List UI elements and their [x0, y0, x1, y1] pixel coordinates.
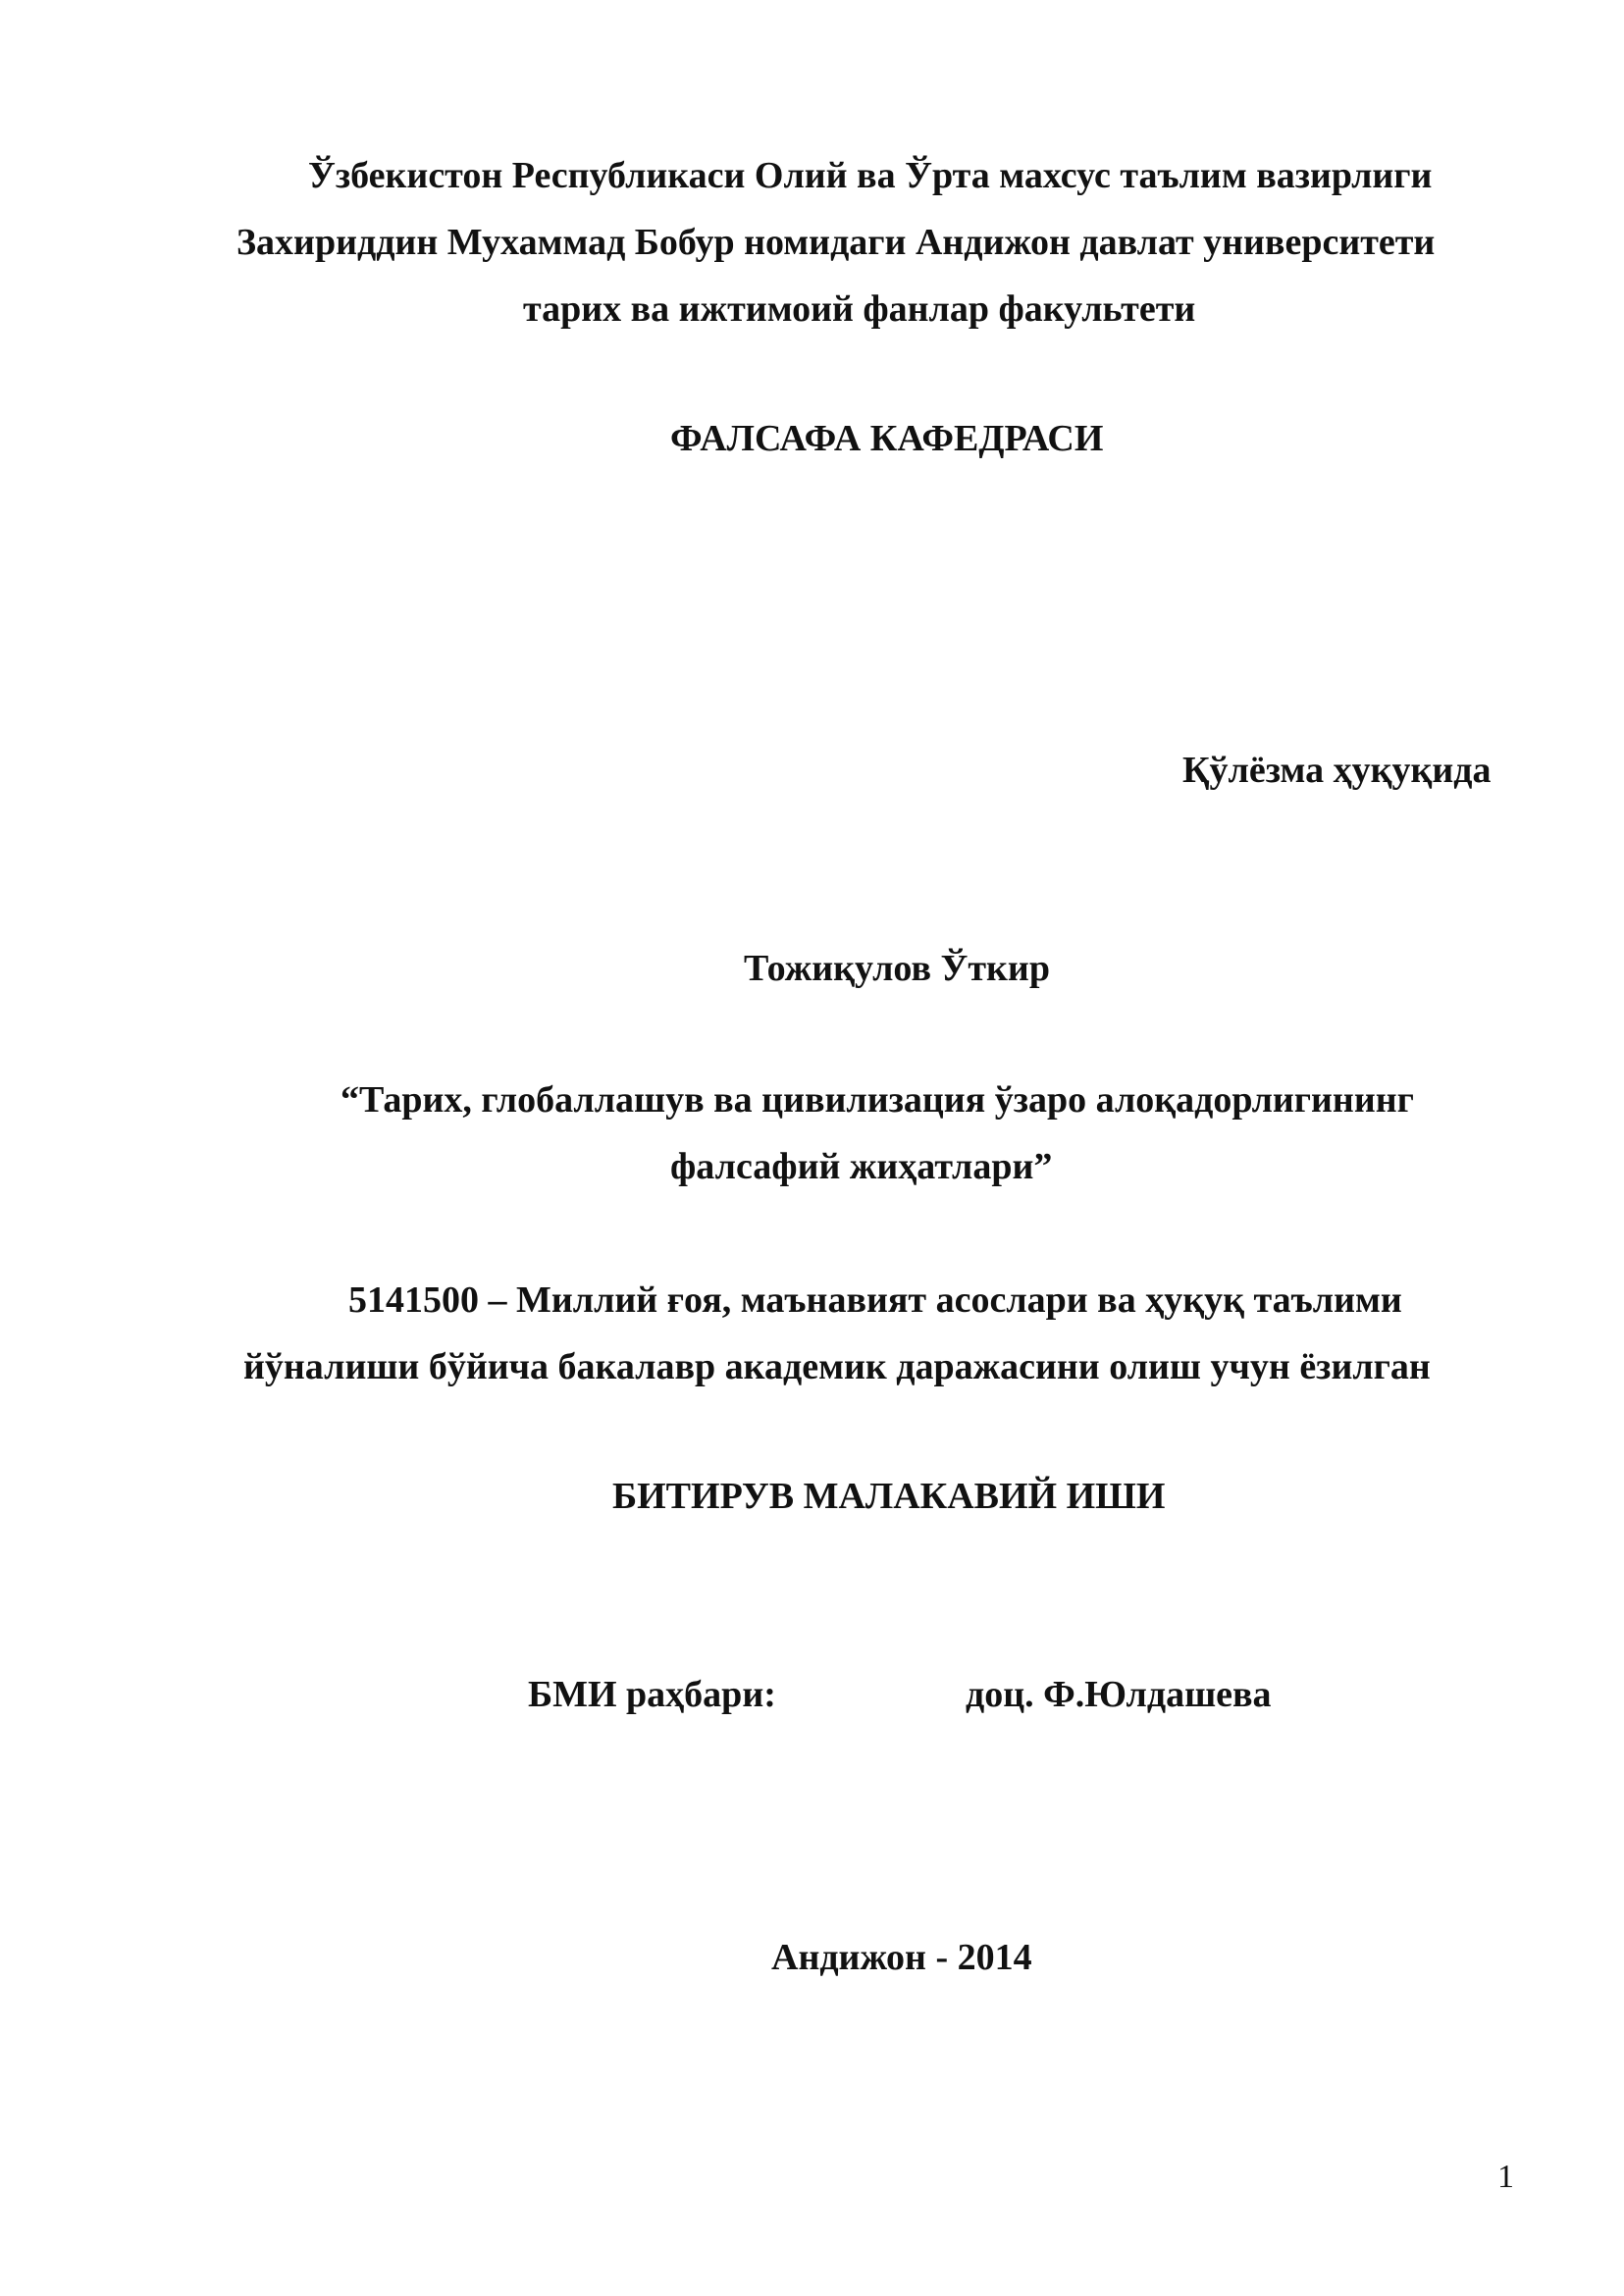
- supervisor-label: БМИ раҳбари:: [528, 1674, 776, 1715]
- author-name: Тожиқулов Ўткир: [744, 948, 1050, 989]
- ministry-name: Ўзбекистон Республикаси Олий ва Ўрта махсус таълим вазирлиги: [308, 155, 1433, 196]
- thesis-title-line-2: фалсафий жиҳатлари”: [670, 1146, 1053, 1187]
- work-type: БИТИРУВ МАЛАКАВИЙ ИШИ: [612, 1476, 1166, 1517]
- university-name: Захириддин Мухаммад Бобур номидаги Андижон давлат университети: [236, 222, 1436, 263]
- faculty-name: тарих ва ижтимоий фанлар факультети: [523, 288, 1196, 330]
- page-number: 1: [1497, 2159, 1514, 2195]
- department-name: ФАЛСАФА КАФЕДРАСИ: [670, 418, 1104, 459]
- place-year: Андижон - 2014: [771, 1937, 1032, 1978]
- specialty-line-2: йўналиши бўйича бакалавр академик даражасини олиш учун ёзилган: [243, 1346, 1431, 1387]
- manuscript-note: Қўлёзма ҳуқуқида: [1182, 750, 1492, 791]
- supervisor-name: доц. Ф.Юлдашева: [966, 1674, 1272, 1715]
- thesis-title-line-1: “Тарих, глобаллашув ва цивилизация ўзаро алоқадорлигининг: [341, 1079, 1414, 1121]
- specialty-line-1: 5141500 – Миллий ғоя, маънавият асослари ва ҳуқуқ таълими: [348, 1279, 1402, 1321]
